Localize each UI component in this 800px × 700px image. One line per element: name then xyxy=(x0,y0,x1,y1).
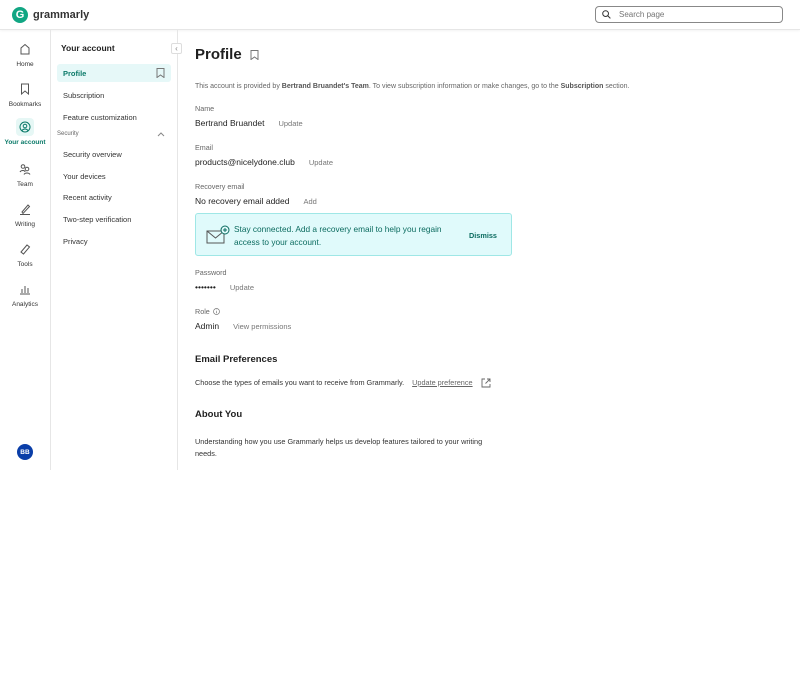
envelope-plus-icon xyxy=(206,225,230,245)
logo-text: grammarly xyxy=(33,8,90,21)
recovery-email-row xyxy=(195,196,317,206)
role-label: Role xyxy=(195,307,220,316)
subscription-link[interactable]: Subscription xyxy=(560,83,604,90)
email-preferences-text: Choose the types of emails you want to receive from Grammarly. xyxy=(195,378,405,387)
external-link-icon xyxy=(481,378,491,388)
search-box[interactable] xyxy=(595,6,783,23)
recovery-email-banner xyxy=(195,213,512,256)
about-you-text: Understanding how you use Grammarly helps us develop features tailored to your writing needs. xyxy=(195,437,483,458)
nav-label: Writing xyxy=(14,221,36,228)
menu-title: Your account xyxy=(61,43,115,53)
bookmark-icon xyxy=(16,80,34,98)
top-bar xyxy=(0,0,800,30)
about-you-heading: About You xyxy=(195,409,243,420)
email-preferences-row xyxy=(195,377,491,389)
user-avatar[interactable]: BB xyxy=(17,444,33,460)
update-name-button[interactable]: Update xyxy=(278,119,303,128)
banner-text: Stay connected. Add a recovery email to help you regain access to your account. xyxy=(234,224,442,247)
search-icon xyxy=(602,10,611,19)
menu-item-recent-activity[interactable]: Recent activity xyxy=(63,192,112,202)
home-icon xyxy=(16,40,34,58)
bookmark-icon[interactable] xyxy=(156,68,165,78)
security-section-toggle[interactable] xyxy=(57,131,165,137)
recovery-email-label: Recovery email xyxy=(195,182,245,191)
tools-icon xyxy=(16,240,34,258)
nav-label: Analytics xyxy=(11,301,38,308)
nav-writing[interactable] xyxy=(0,200,50,228)
nav-tools[interactable] xyxy=(0,240,50,268)
name-label: Name xyxy=(195,104,215,113)
menu-item-subscription[interactable]: Subscription xyxy=(63,90,105,100)
menu-item-two-step-verification[interactable]: Two-step verification xyxy=(63,214,132,224)
name-row xyxy=(195,118,303,128)
menu-item-your-devices[interactable]: Your devices xyxy=(63,171,106,181)
password-value: ••••••• xyxy=(195,282,216,292)
logo-icon: G xyxy=(12,7,28,23)
email-preferences-heading: Email Preferences xyxy=(195,354,278,365)
menu-item-security-overview[interactable]: Security overview xyxy=(63,149,122,159)
password-label: Password xyxy=(195,268,227,277)
nav-label: Team xyxy=(17,181,33,188)
pen-icon xyxy=(16,200,34,218)
account-provider-note: This account is provided by Bertrand Bruandet's Team. To view subscription information or make changes, go to the Subscription section. xyxy=(195,83,630,90)
dismiss-button[interactable]: Dismiss xyxy=(469,231,497,240)
menu-item-label: Profile xyxy=(63,68,87,78)
update-password-button[interactable]: Update xyxy=(229,283,255,292)
email-label: Email xyxy=(195,143,213,152)
nav-team[interactable] xyxy=(0,160,50,188)
page-title-text: Profile xyxy=(195,46,242,63)
chevron-up-icon xyxy=(157,131,165,137)
update-email-button[interactable]: Update xyxy=(308,158,334,167)
icon-nav-rail xyxy=(0,30,51,470)
view-permissions-button[interactable]: View permissions xyxy=(233,322,292,331)
menu-item-privacy[interactable]: Privacy xyxy=(63,236,88,246)
grammarly-logo[interactable] xyxy=(12,7,89,23)
role-row xyxy=(195,321,291,331)
collapse-menu-button[interactable] xyxy=(171,43,182,54)
email-row xyxy=(195,157,333,167)
role-value: Admin xyxy=(195,321,220,331)
chevron-left-icon: ‹ xyxy=(175,44,178,53)
menu-item-profile[interactable] xyxy=(57,64,171,82)
account-menu xyxy=(51,30,178,470)
nav-bookmarks[interactable] xyxy=(0,80,50,108)
nav-label: Your account xyxy=(4,139,46,146)
search-input[interactable] xyxy=(619,10,769,19)
menu-item-feature-customization[interactable]: Feature customization xyxy=(63,112,137,122)
email-value: products@nicelydone.club xyxy=(195,157,295,167)
nav-home[interactable] xyxy=(0,40,50,68)
page-title xyxy=(195,46,259,63)
info-icon[interactable] xyxy=(213,308,220,315)
nav-analytics[interactable] xyxy=(0,280,50,308)
user-circle-icon xyxy=(16,118,34,136)
password-row xyxy=(195,282,254,292)
nav-label: Tools xyxy=(17,261,33,268)
bookmark-icon[interactable] xyxy=(250,50,259,60)
bar-chart-icon xyxy=(16,280,34,298)
update-preference-link[interactable]: Update preference xyxy=(412,378,473,387)
nav-your-account[interactable] xyxy=(0,118,50,146)
nav-label: Bookmarks xyxy=(8,101,42,108)
team-icon xyxy=(16,160,34,178)
nav-label: Home xyxy=(16,61,34,68)
name-value: Bertrand Bruandet xyxy=(195,118,265,128)
add-recovery-email-button[interactable]: Add xyxy=(303,197,317,206)
security-label: Security xyxy=(57,131,79,137)
recovery-email-value: No recovery email added xyxy=(195,196,290,206)
